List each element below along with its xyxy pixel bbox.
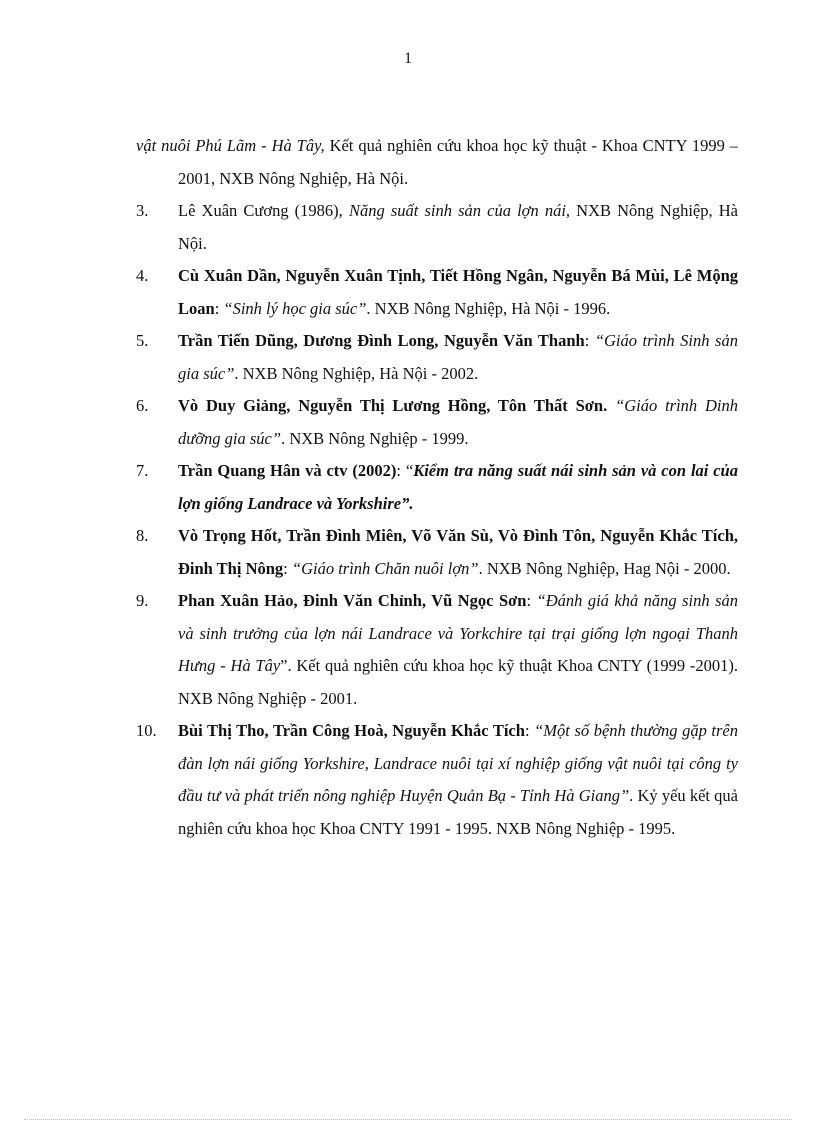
reference-item-6 — [136, 390, 738, 455]
reference-title: Năng suất sinh sản của lợn nái, — [348, 201, 571, 220]
reference-item-10 — [136, 715, 738, 845]
reference-authors: Vò Trọng Hốt, Trần Đình Miên, Võ Văn Sù, Vò Đình Tôn, Nguyễn Khắc Tích, Đinh Thị Nông — [178, 526, 738, 578]
reference-publisher: Kết quả nghiên cứu khoa học kỹ thuật - Khoa CNTY 1999 – 2001, NXB Nông Nghiệp, Hà Nội. — [178, 136, 739, 188]
reference-number: 3. — [136, 201, 149, 220]
reference-item-8 — [136, 520, 738, 585]
reference-publisher: NXB Nông Nghiệp, Hà Nội. — [178, 201, 738, 253]
reference-authors: Bùi Thị Tho, Trần Công Hoà, Nguyễn Khắc Tích — [178, 721, 525, 740]
page-number: 1 — [404, 50, 412, 67]
reference-publisher: . Kỷ yếu kết quả nghiên cứu khoa học Khoa CNTY 1991 - 1995. NXB Nông Nghiệp - 1995. — [178, 786, 738, 838]
reference-list — [136, 130, 738, 845]
reference-authors: Phan Xuân Hảo, Đinh Văn Chỉnh, Vũ Ngọc Sơn — [178, 591, 527, 610]
reference-item-3 — [136, 195, 738, 260]
reference-title: “Giáo trình Chăn nuôi lợn” — [291, 558, 479, 578]
reference-item-4 — [136, 260, 738, 325]
reference-title: “Một số bệnh thường gặp trên đàn lợn nái giống Yorkshire, Landrace nuôi tại xí nghiệp giống vật nuôi tại công ty đầu tư và phát triển nông nghiệp Huyện Quản Bạ - Tỉnh Hà Giang” — [178, 721, 739, 805]
reference-number: 7. — [136, 461, 149, 480]
reference-separator: : — [526, 591, 537, 610]
reference-separator: : — [283, 558, 292, 578]
reference-authors: Cù Xuân Dần, Nguyễn Xuân Tịnh, Tiết Hồng Ngân, Nguyễn Bá Mùi, Lê Mộng Loan — [178, 266, 738, 318]
reference-publisher: . NXB Nông Nghiệp, Hà Nội - 1996. — [366, 298, 611, 318]
reference-author: Lê Xuân Cương (1986), — [178, 201, 349, 220]
reference-number: 5. — [136, 331, 149, 350]
reference-authors: Trần Quang Hân và ctv (2002) — [178, 461, 397, 480]
reference-number: 4. — [136, 266, 149, 285]
reference-item-2-continuation — [136, 130, 738, 195]
reference-title: “Giáo trình Dinh dưỡng gia súc” — [178, 396, 738, 448]
reference-separator: : — [584, 331, 595, 350]
reference-title: vật nuôi Phú Lãm - Hà Tây, — [136, 136, 325, 155]
reference-separator: : “ — [396, 461, 414, 480]
reference-number: 9. — [136, 591, 149, 610]
reference-item-9 — [136, 585, 738, 715]
reference-number: 10. — [136, 721, 157, 740]
reference-authors: Vò Duy Giảng, Nguyễn Thị Lương Hồng, Tôn Thất Sơn. — [178, 396, 608, 415]
reference-title: “Sinh lý học gia súc” — [223, 298, 367, 318]
reference-item-7 — [136, 455, 738, 520]
reference-separator: : — [524, 721, 535, 740]
reference-number: 6. — [136, 396, 149, 415]
reference-separator: : — [214, 298, 224, 318]
reference-separator — [607, 396, 615, 415]
reference-publisher: . NXB Nông Nghiệp - 1999. — [281, 428, 469, 448]
reference-authors: Trần Tiến Dũng, Dương Đình Long, Nguyễn Văn Thanh — [178, 331, 585, 350]
reference-publisher: ”. Kết quả nghiên cứu khoa học kỹ thuật Khoa CNTY (1999 -2001). NXB Nông Nghiệp - 2001. — [178, 656, 739, 708]
reference-title: Kiểm tra năng suất nái sinh sản và con lai của lợn giống Landrace và Yorkshire”. — [178, 461, 738, 513]
reference-title: “Giáo trình Sinh sản gia súc” — [178, 331, 738, 383]
reference-publisher: . NXB Nông Nghiệp, Hag Nội - 2000. — [478, 558, 731, 578]
reference-number: 8. — [136, 526, 149, 545]
reference-item-5 — [136, 325, 738, 390]
reference-publisher: . NXB Nông Nghiệp, Hà Nội - 2002. — [234, 363, 479, 383]
page-bottom-divider — [24, 1119, 792, 1120]
reference-title: “Đánh giá khả năng sinh sản và sinh trưởng của lợn nái Landrace và Yorkchire tại trại giống lợn ngoại Thanh Hưng - Hà Tây — [178, 591, 739, 675]
